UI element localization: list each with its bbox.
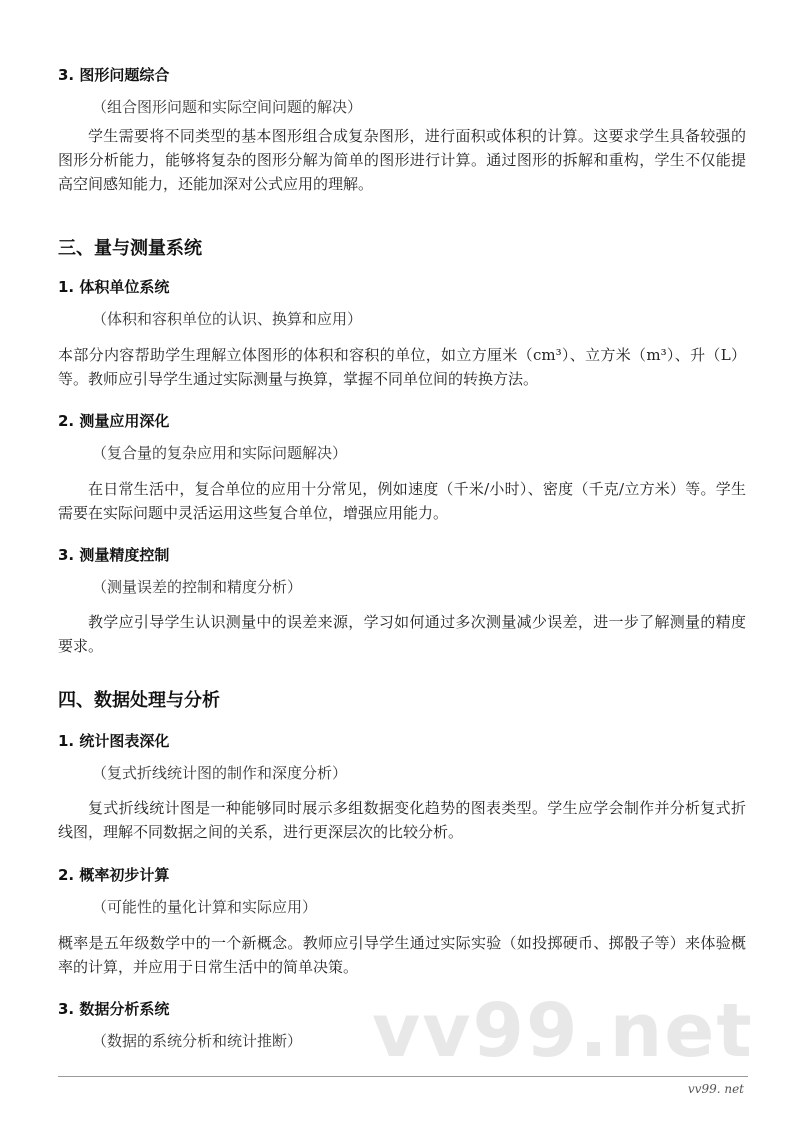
subsection-heading: 1. 体积单位系统	[58, 278, 170, 296]
footer-divider	[58, 1076, 748, 1077]
subsection-heading: 1. 统计图表深化	[58, 732, 170, 750]
footer-text: vv99. net	[687, 1082, 744, 1096]
section-heading: 三、量与测量系统	[58, 238, 202, 259]
subsection-note: （复式折线统计图的制作和深度分析）	[92, 764, 348, 782]
paragraph: 概率是五年级数学中的一个新概念。教师应引导学生通过实际实验（如投掷硬币、掷骰子等）来体验概率的计算，并应用于日常生活中的简单决策。	[58, 934, 746, 976]
paragraph: 本部分内容帮助学生理解立体图形的体积和容积的单位，如立方厘米（cm³）、立方米（m³）、升（L）等。教师应引导学生通过实际测量与换算，掌握不同单位间的转换方法。	[58, 346, 746, 388]
subsection-note: （数据的系统分析和统计推断）	[92, 1032, 303, 1050]
subsection-note: （可能性的量化计算和实际应用）	[92, 898, 318, 916]
paragraph: 学生需要将不同类型的基本图形组合成复杂图形，进行面积或体积的计算。这要求学生具备较强的图形分析能力，能够将复杂的图形分解为简单的图形进行计算。通过图形的拆解和重构，学生不仅能提高空间感知能力，还能加深对公式应用的理解。	[58, 127, 746, 193]
subsection-heading: 2. 概率初步计算	[58, 866, 170, 884]
subsection-note: （体积和容积单位的认识、换算和应用）	[92, 310, 363, 328]
subsection-heading: 3. 图形问题综合	[58, 66, 170, 84]
subsection-heading: 2. 测量应用深化	[58, 412, 170, 430]
subsection-note: （组合图形问题和实际空间问题的解决）	[92, 98, 363, 116]
watermark: vv99.net	[372, 988, 754, 1074]
subsection-heading: 3. 数据分析系统	[58, 1000, 170, 1018]
document-page	[58, 0, 746, 1130]
paragraph: 复式折线统计图是一种能够同时展示多组数据变化趋势的图表类型。学生应学会制作并分析复式折线图，理解不同数据之间的关系，进行更深层次的比较分析。	[58, 799, 746, 841]
paragraph: 教学应引导学生认识测量中的误差来源，学习如何通过多次测量减少误差，进一步了解测量的精度要求。	[58, 613, 746, 655]
section-heading: 四、数据处理与分析	[58, 690, 220, 711]
paragraph: 在日常生活中，复合单位的应用十分常见，例如速度（千米/小时）、密度（千克/立方米）等。学生需要在实际问题中灵活运用这些复合单位，增强应用能力。	[58, 480, 746, 522]
subsection-note: （复合量的复杂应用和实际问题解决）	[92, 444, 348, 462]
subsection-heading: 3. 测量精度控制	[58, 546, 170, 564]
subsection-note: （测量误差的控制和精度分析）	[92, 578, 303, 596]
